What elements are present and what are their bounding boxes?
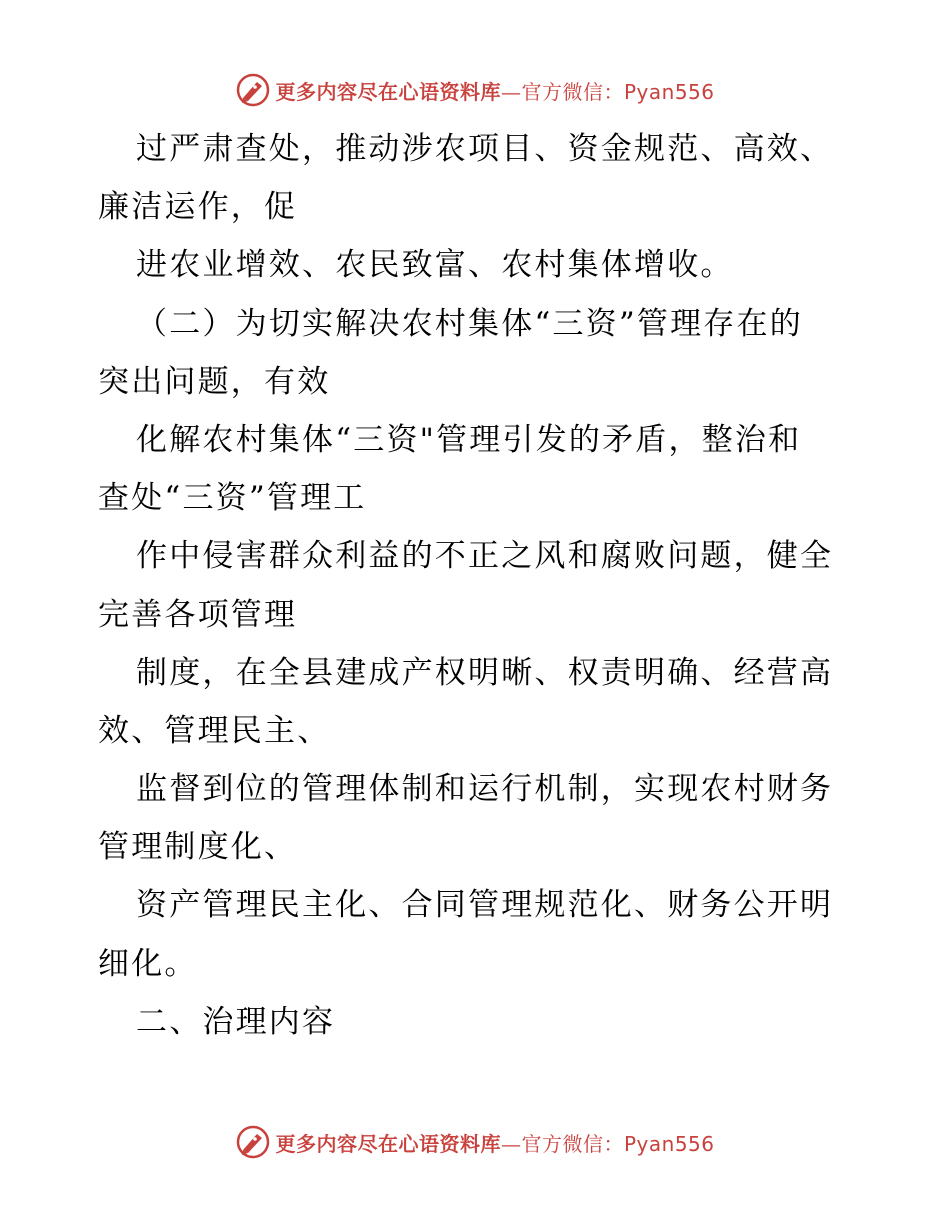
- body-line: 资产管理民主化、合同管理规范化、财务公开明: [136, 887, 834, 924]
- body-line: 查处“三资”管理工: [98, 480, 367, 517]
- body-line: 过严肃查处，推动涉农项目、资金规范、高效、: [136, 131, 834, 167]
- body-line: 管理制度化、: [98, 829, 298, 866]
- body-line: 效、管理民主、: [98, 712, 331, 749]
- body-line: 细化。: [98, 945, 198, 982]
- watermark-main-text: 更多内容尽在心语资料库: [275, 1131, 501, 1156]
- watermark-main-text: 更多内容尽在心语资料库: [275, 79, 501, 104]
- body-line: 化解农村集体“三资"管理引发的矛盾，整治和: [136, 421, 802, 458]
- watermark-wechat-id: Pyan556: [623, 1131, 715, 1156]
- document-body: [98, 120, 858, 1051]
- watermark-separator: —: [500, 1131, 522, 1156]
- header-watermark: [0, 70, 950, 110]
- watermark-wechat-id: Pyan556: [623, 79, 715, 104]
- body-line: 突出问题，有效: [98, 363, 331, 400]
- section-heading: 二、治理内容: [136, 1003, 336, 1040]
- watermark-wechat-label: 官方微信：: [521, 79, 624, 104]
- body-line: 进农业增效、农民致富、农村集体增收。: [136, 247, 734, 284]
- watermark-separator: —: [500, 79, 522, 104]
- body-line: 作中侵害群众利益的不正之风和腐败问题，健全: [136, 538, 834, 575]
- footer-watermark: [0, 1122, 950, 1162]
- pen-nib-logo-icon: [235, 72, 271, 108]
- watermark-wechat-label: 官方微信：: [521, 1131, 624, 1156]
- body-line: 廉洁运作，促: [98, 189, 298, 226]
- body-line: 完善各项管理: [98, 596, 298, 633]
- body-line: 监督到位的管理体制和运行机制，实现农村财务: [136, 771, 834, 808]
- body-line: 制度，在全县建成产权明晰、权责明确、经营高: [136, 654, 834, 691]
- body-line: （二）为切实解决农村集体“三资”管理存在的: [136, 305, 803, 342]
- pen-nib-logo-icon: [235, 1124, 271, 1160]
